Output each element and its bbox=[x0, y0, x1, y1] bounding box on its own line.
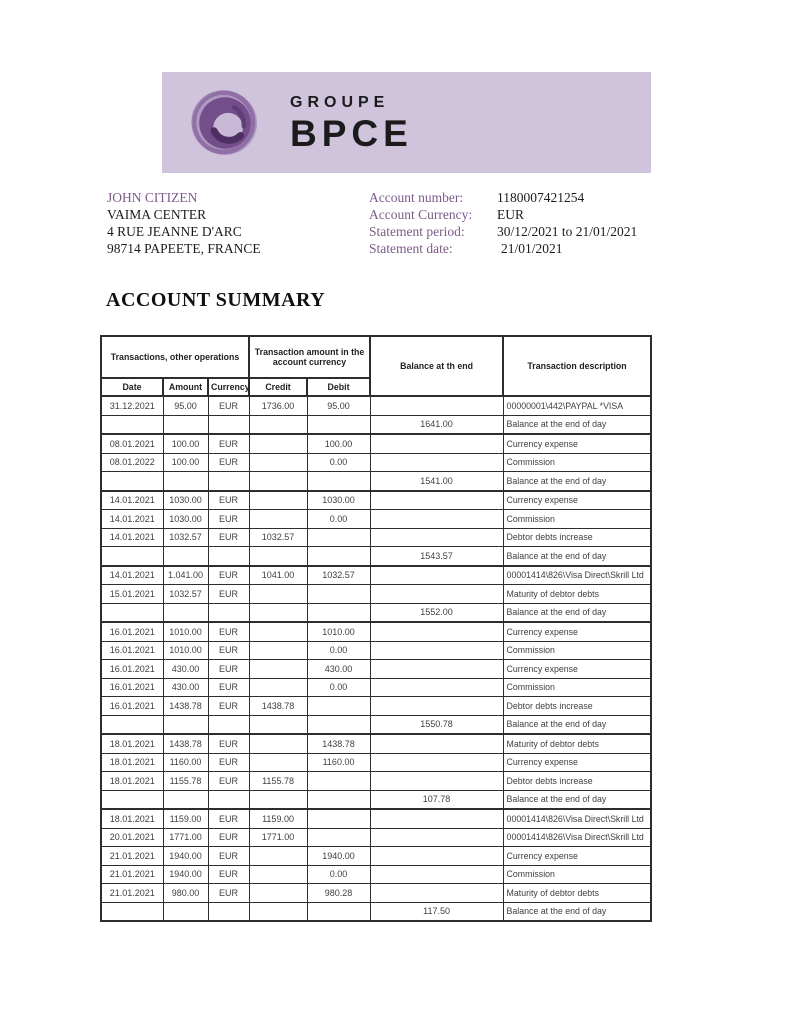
cell-credit bbox=[249, 453, 307, 472]
cell-date: 14.01.2021 bbox=[101, 528, 163, 547]
detail-label: Statement period: bbox=[369, 224, 465, 239]
detail-row-statement-date bbox=[369, 240, 637, 257]
detail-label: Account number: bbox=[369, 190, 464, 205]
cell-credit bbox=[249, 415, 307, 434]
cell-description: 00001414\826\Visa Direct\Skrill Ltd bbox=[503, 828, 651, 847]
address-line-1: VAIMA CENTER bbox=[107, 207, 207, 222]
cell-date: 14.01.2021 bbox=[101, 491, 163, 510]
cell-description: Commission bbox=[503, 510, 651, 529]
cell-date: 18.01.2021 bbox=[101, 772, 163, 791]
detail-row-account-currency bbox=[369, 206, 637, 223]
cell-debit bbox=[307, 902, 370, 921]
cell-description: Balance at the end of day bbox=[503, 547, 651, 566]
cell-date: 15.01.2021 bbox=[101, 585, 163, 604]
cell-credit bbox=[249, 547, 307, 566]
table-row bbox=[101, 660, 651, 679]
cell-amount bbox=[163, 902, 208, 921]
cell-description: Balance at the end of day bbox=[503, 415, 651, 434]
cell-debit: 0.00 bbox=[307, 510, 370, 529]
cell-description: 00001414\826\Visa Direct\Skrill Ltd bbox=[503, 809, 651, 828]
cell-debit: 1438.78 bbox=[307, 734, 370, 753]
page-title: ACCOUNT SUMMARY bbox=[106, 289, 326, 311]
brand-name-label: BPCE bbox=[290, 112, 413, 154]
cell-debit bbox=[307, 603, 370, 622]
table-row bbox=[101, 790, 651, 809]
cell-debit bbox=[307, 415, 370, 434]
cell-description: Currency expense bbox=[503, 434, 651, 453]
table-row bbox=[101, 491, 651, 510]
cell-balance bbox=[370, 828, 503, 847]
cell-credit bbox=[249, 790, 307, 809]
cell-debit bbox=[307, 828, 370, 847]
cell-date bbox=[101, 790, 163, 809]
table-row bbox=[101, 884, 651, 903]
cell-currency: EUR bbox=[208, 678, 249, 697]
cell-credit bbox=[249, 434, 307, 453]
cell-currency: EUR bbox=[208, 641, 249, 660]
cell-balance bbox=[370, 809, 503, 828]
table-row bbox=[101, 415, 651, 434]
cell-amount: 1.041.00 bbox=[163, 566, 208, 585]
detail-value: 1180007421254 bbox=[497, 190, 585, 205]
cell-amount: 1155.78 bbox=[163, 772, 208, 791]
cell-amount bbox=[163, 790, 208, 809]
cell-description: Balance at the end of day bbox=[503, 902, 651, 921]
cell-credit: 1032.57 bbox=[249, 528, 307, 547]
cell-currency: EUR bbox=[208, 697, 249, 716]
cell-amount: 100.00 bbox=[163, 434, 208, 453]
cell-balance bbox=[370, 884, 503, 903]
table-row bbox=[101, 453, 651, 472]
cell-date bbox=[101, 603, 163, 622]
cell-debit: 1030.00 bbox=[307, 491, 370, 510]
cell-balance bbox=[370, 528, 503, 547]
cell-description: Balance at the end of day bbox=[503, 790, 651, 809]
cell-description: Currency expense bbox=[503, 491, 651, 510]
cell-date: 18.01.2021 bbox=[101, 753, 163, 772]
cell-amount: 1438.78 bbox=[163, 734, 208, 753]
cell-amount: 1010.00 bbox=[163, 622, 208, 641]
table-row bbox=[101, 566, 651, 585]
detail-row-account-number bbox=[369, 189, 637, 206]
cell-amount bbox=[163, 603, 208, 622]
cell-currency: EUR bbox=[208, 734, 249, 753]
cell-credit bbox=[249, 865, 307, 884]
column-header-balance: Balance at th end bbox=[370, 336, 503, 396]
cell-debit bbox=[307, 772, 370, 791]
table-body bbox=[101, 396, 651, 921]
cell-credit bbox=[249, 753, 307, 772]
table-row bbox=[101, 753, 651, 772]
column-header-amount: Amount bbox=[163, 378, 208, 396]
cell-debit: 1160.00 bbox=[307, 753, 370, 772]
cell-date bbox=[101, 415, 163, 434]
table-row bbox=[101, 585, 651, 604]
cell-currency bbox=[208, 603, 249, 622]
cell-currency bbox=[208, 415, 249, 434]
bpce-logo-icon bbox=[186, 84, 264, 162]
cell-description: Currency expense bbox=[503, 753, 651, 772]
cell-balance bbox=[370, 510, 503, 529]
cell-debit bbox=[307, 472, 370, 491]
cell-amount: 1030.00 bbox=[163, 491, 208, 510]
table-row bbox=[101, 528, 651, 547]
cell-description: Debtor debts increase bbox=[503, 697, 651, 716]
cell-currency: EUR bbox=[208, 491, 249, 510]
cell-description: Commission bbox=[503, 453, 651, 472]
table-row bbox=[101, 697, 651, 716]
table-row bbox=[101, 547, 651, 566]
cell-debit: 1010.00 bbox=[307, 622, 370, 641]
table-row bbox=[101, 902, 651, 921]
address-line-2: 4 RUE JEANNE D'ARC bbox=[107, 224, 242, 239]
table-row bbox=[101, 603, 651, 622]
address-line-3: 98714 PAPEETE, FRANCE bbox=[107, 241, 261, 256]
cell-currency: EUR bbox=[208, 865, 249, 884]
cell-amount: 430.00 bbox=[163, 660, 208, 679]
cell-debit: 0.00 bbox=[307, 865, 370, 884]
cell-credit bbox=[249, 847, 307, 866]
cell-balance bbox=[370, 847, 503, 866]
cell-description: Balance at the end of day bbox=[503, 472, 651, 491]
cell-amount: 1160.00 bbox=[163, 753, 208, 772]
cell-credit: 1438.78 bbox=[249, 697, 307, 716]
cell-date: 18.01.2021 bbox=[101, 809, 163, 828]
cell-amount: 430.00 bbox=[163, 678, 208, 697]
cell-credit bbox=[249, 715, 307, 734]
detail-value: 30/12/2021 to 21/01/2021 bbox=[497, 224, 638, 239]
cell-description: Currency expense bbox=[503, 660, 651, 679]
cell-currency bbox=[208, 715, 249, 734]
table-row bbox=[101, 772, 651, 791]
cell-amount: 1438.78 bbox=[163, 697, 208, 716]
table-group-header-row bbox=[101, 336, 651, 378]
cell-debit: 0.00 bbox=[307, 453, 370, 472]
table-row bbox=[101, 510, 651, 529]
cell-currency: EUR bbox=[208, 753, 249, 772]
cell-balance bbox=[370, 566, 503, 585]
cell-amount: 980.00 bbox=[163, 884, 208, 903]
cell-amount: 1940.00 bbox=[163, 865, 208, 884]
cell-credit: 1736.00 bbox=[249, 396, 307, 415]
cell-balance bbox=[370, 660, 503, 679]
account-holder-name: JOHN CITIZEN bbox=[107, 190, 198, 205]
cell-description: Maturity of debtor debts bbox=[503, 734, 651, 753]
cell-date: 16.01.2021 bbox=[101, 641, 163, 660]
cell-debit bbox=[307, 528, 370, 547]
cell-balance bbox=[370, 585, 503, 604]
cell-description: Currency expense bbox=[503, 622, 651, 641]
cell-debit: 430.00 bbox=[307, 660, 370, 679]
brand-banner bbox=[162, 72, 651, 173]
cell-date bbox=[101, 547, 163, 566]
cell-date: 21.01.2021 bbox=[101, 865, 163, 884]
cell-currency bbox=[208, 902, 249, 921]
cell-currency: EUR bbox=[208, 884, 249, 903]
account-details-block bbox=[369, 189, 637, 257]
cell-credit bbox=[249, 902, 307, 921]
cell-balance: 1641.00 bbox=[370, 415, 503, 434]
cell-currency: EUR bbox=[208, 453, 249, 472]
group-header-transactions: Transactions, other operations bbox=[101, 336, 249, 378]
cell-debit bbox=[307, 715, 370, 734]
cell-description: Debtor debts increase bbox=[503, 528, 651, 547]
cell-amount bbox=[163, 715, 208, 734]
cell-description: Balance at the end of day bbox=[503, 715, 651, 734]
cell-balance: 1543.57 bbox=[370, 547, 503, 566]
cell-currency: EUR bbox=[208, 585, 249, 604]
cell-debit: 1940.00 bbox=[307, 847, 370, 866]
cell-balance bbox=[370, 678, 503, 697]
cell-balance bbox=[370, 434, 503, 453]
table-row bbox=[101, 847, 651, 866]
cell-date: 08.01.2022 bbox=[101, 453, 163, 472]
cell-amount bbox=[163, 415, 208, 434]
cell-balance: 107.78 bbox=[370, 790, 503, 809]
column-header-credit: Credit bbox=[249, 378, 307, 396]
table-row bbox=[101, 865, 651, 884]
cell-date: 14.01.2021 bbox=[101, 510, 163, 529]
cell-description: Balance at the end of day bbox=[503, 603, 651, 622]
cell-credit bbox=[249, 603, 307, 622]
cell-description: Maturity of debtor debts bbox=[503, 884, 651, 903]
cell-currency: EUR bbox=[208, 396, 249, 415]
cell-amount: 1030.00 bbox=[163, 510, 208, 529]
column-header-debit: Debit bbox=[307, 378, 370, 396]
cell-currency: EUR bbox=[208, 566, 249, 585]
cell-currency: EUR bbox=[208, 434, 249, 453]
cell-balance bbox=[370, 641, 503, 660]
cell-debit bbox=[307, 585, 370, 604]
table-row bbox=[101, 641, 651, 660]
cell-amount bbox=[163, 547, 208, 566]
cell-date: 21.01.2021 bbox=[101, 847, 163, 866]
table-row bbox=[101, 734, 651, 753]
cell-currency bbox=[208, 547, 249, 566]
table-row bbox=[101, 472, 651, 491]
cell-credit: 1771.00 bbox=[249, 828, 307, 847]
cell-date bbox=[101, 715, 163, 734]
cell-date: 16.01.2021 bbox=[101, 660, 163, 679]
brand-group-label: GROUPE bbox=[290, 93, 390, 111]
cell-description: 00000001\442\PAYPAL *VISA bbox=[503, 396, 651, 415]
detail-label: Statement date: bbox=[369, 241, 453, 256]
cell-debit bbox=[307, 697, 370, 716]
cell-balance bbox=[370, 622, 503, 641]
cell-description: Commission bbox=[503, 865, 651, 884]
cell-debit bbox=[307, 547, 370, 566]
detail-value: EUR bbox=[497, 207, 524, 222]
group-header-account-currency-amount: Transaction amount in the account currency bbox=[249, 336, 370, 378]
cell-date bbox=[101, 902, 163, 921]
cell-credit bbox=[249, 491, 307, 510]
cell-debit: 95.00 bbox=[307, 396, 370, 415]
cell-balance bbox=[370, 734, 503, 753]
cell-amount: 1771.00 bbox=[163, 828, 208, 847]
cell-credit bbox=[249, 884, 307, 903]
cell-amount bbox=[163, 472, 208, 491]
cell-description: Commission bbox=[503, 678, 651, 697]
cell-amount: 1010.00 bbox=[163, 641, 208, 660]
cell-credit bbox=[249, 678, 307, 697]
cell-credit: 1155.78 bbox=[249, 772, 307, 791]
cell-description: Debtor debts increase bbox=[503, 772, 651, 791]
cell-credit bbox=[249, 472, 307, 491]
cell-currency: EUR bbox=[208, 510, 249, 529]
table-row bbox=[101, 678, 651, 697]
cell-date: 08.01.2021 bbox=[101, 434, 163, 453]
brand-text bbox=[290, 94, 413, 152]
table-row bbox=[101, 434, 651, 453]
cell-credit bbox=[249, 585, 307, 604]
cell-date: 31.12.2021 bbox=[101, 396, 163, 415]
column-header-date: Date bbox=[101, 378, 163, 396]
cell-balance bbox=[370, 753, 503, 772]
cell-description: Currency expense bbox=[503, 847, 651, 866]
cell-currency: EUR bbox=[208, 828, 249, 847]
cell-date: 16.01.2021 bbox=[101, 697, 163, 716]
cell-credit bbox=[249, 660, 307, 679]
cell-amount: 1032.57 bbox=[163, 528, 208, 547]
column-header-description: Transaction description bbox=[503, 336, 651, 396]
cell-currency bbox=[208, 472, 249, 491]
cell-currency: EUR bbox=[208, 847, 249, 866]
cell-currency: EUR bbox=[208, 660, 249, 679]
cell-date: 14.01.2021 bbox=[101, 566, 163, 585]
detail-row-statement-period bbox=[369, 223, 637, 240]
cell-amount: 1032.57 bbox=[163, 585, 208, 604]
cell-credit: 1041.00 bbox=[249, 566, 307, 585]
cell-currency: EUR bbox=[208, 622, 249, 641]
cell-date: 16.01.2021 bbox=[101, 678, 163, 697]
cell-credit bbox=[249, 622, 307, 641]
cell-debit: 0.00 bbox=[307, 678, 370, 697]
cell-description: Maturity of debtor debts bbox=[503, 585, 651, 604]
cell-balance bbox=[370, 697, 503, 716]
cell-balance: 1550.78 bbox=[370, 715, 503, 734]
cell-balance bbox=[370, 491, 503, 510]
cell-currency: EUR bbox=[208, 772, 249, 791]
cell-credit bbox=[249, 641, 307, 660]
cell-balance bbox=[370, 453, 503, 472]
cell-balance bbox=[370, 772, 503, 791]
cell-currency bbox=[208, 790, 249, 809]
cell-balance: 117.50 bbox=[370, 902, 503, 921]
cell-amount: 1940.00 bbox=[163, 847, 208, 866]
table-row bbox=[101, 809, 651, 828]
cell-balance: 1541.00 bbox=[370, 472, 503, 491]
cell-date: 16.01.2021 bbox=[101, 622, 163, 641]
cell-debit: 980.28 bbox=[307, 884, 370, 903]
column-header-currency: Currency bbox=[208, 378, 249, 396]
cell-date: 20.01.2021 bbox=[101, 828, 163, 847]
detail-value: 21/01/2021 bbox=[501, 241, 563, 256]
cell-debit bbox=[307, 809, 370, 828]
cell-debit bbox=[307, 790, 370, 809]
table-row bbox=[101, 622, 651, 641]
account-summary-table bbox=[100, 335, 652, 922]
cell-currency: EUR bbox=[208, 809, 249, 828]
cell-balance bbox=[370, 396, 503, 415]
cell-amount: 1159.00 bbox=[163, 809, 208, 828]
table-row bbox=[101, 828, 651, 847]
cell-date bbox=[101, 472, 163, 491]
cell-debit: 1032.57 bbox=[307, 566, 370, 585]
cell-description: Commission bbox=[503, 641, 651, 660]
cell-credit bbox=[249, 734, 307, 753]
cell-debit: 100.00 bbox=[307, 434, 370, 453]
cell-amount: 95.00 bbox=[163, 396, 208, 415]
detail-label: Account Currency: bbox=[369, 207, 473, 222]
cell-date: 21.01.2021 bbox=[101, 884, 163, 903]
cell-amount: 100.00 bbox=[163, 453, 208, 472]
cell-credit: 1159.00 bbox=[249, 809, 307, 828]
cell-description: 00001414\826\Visa Direct\Skrill Ltd bbox=[503, 566, 651, 585]
account-holder-block bbox=[107, 189, 261, 257]
cell-debit: 0.00 bbox=[307, 641, 370, 660]
cell-credit bbox=[249, 510, 307, 529]
cell-balance: 1552.00 bbox=[370, 603, 503, 622]
table-row bbox=[101, 715, 651, 734]
table-row bbox=[101, 396, 651, 415]
cell-balance bbox=[370, 865, 503, 884]
cell-date: 18.01.2021 bbox=[101, 734, 163, 753]
cell-currency: EUR bbox=[208, 528, 249, 547]
